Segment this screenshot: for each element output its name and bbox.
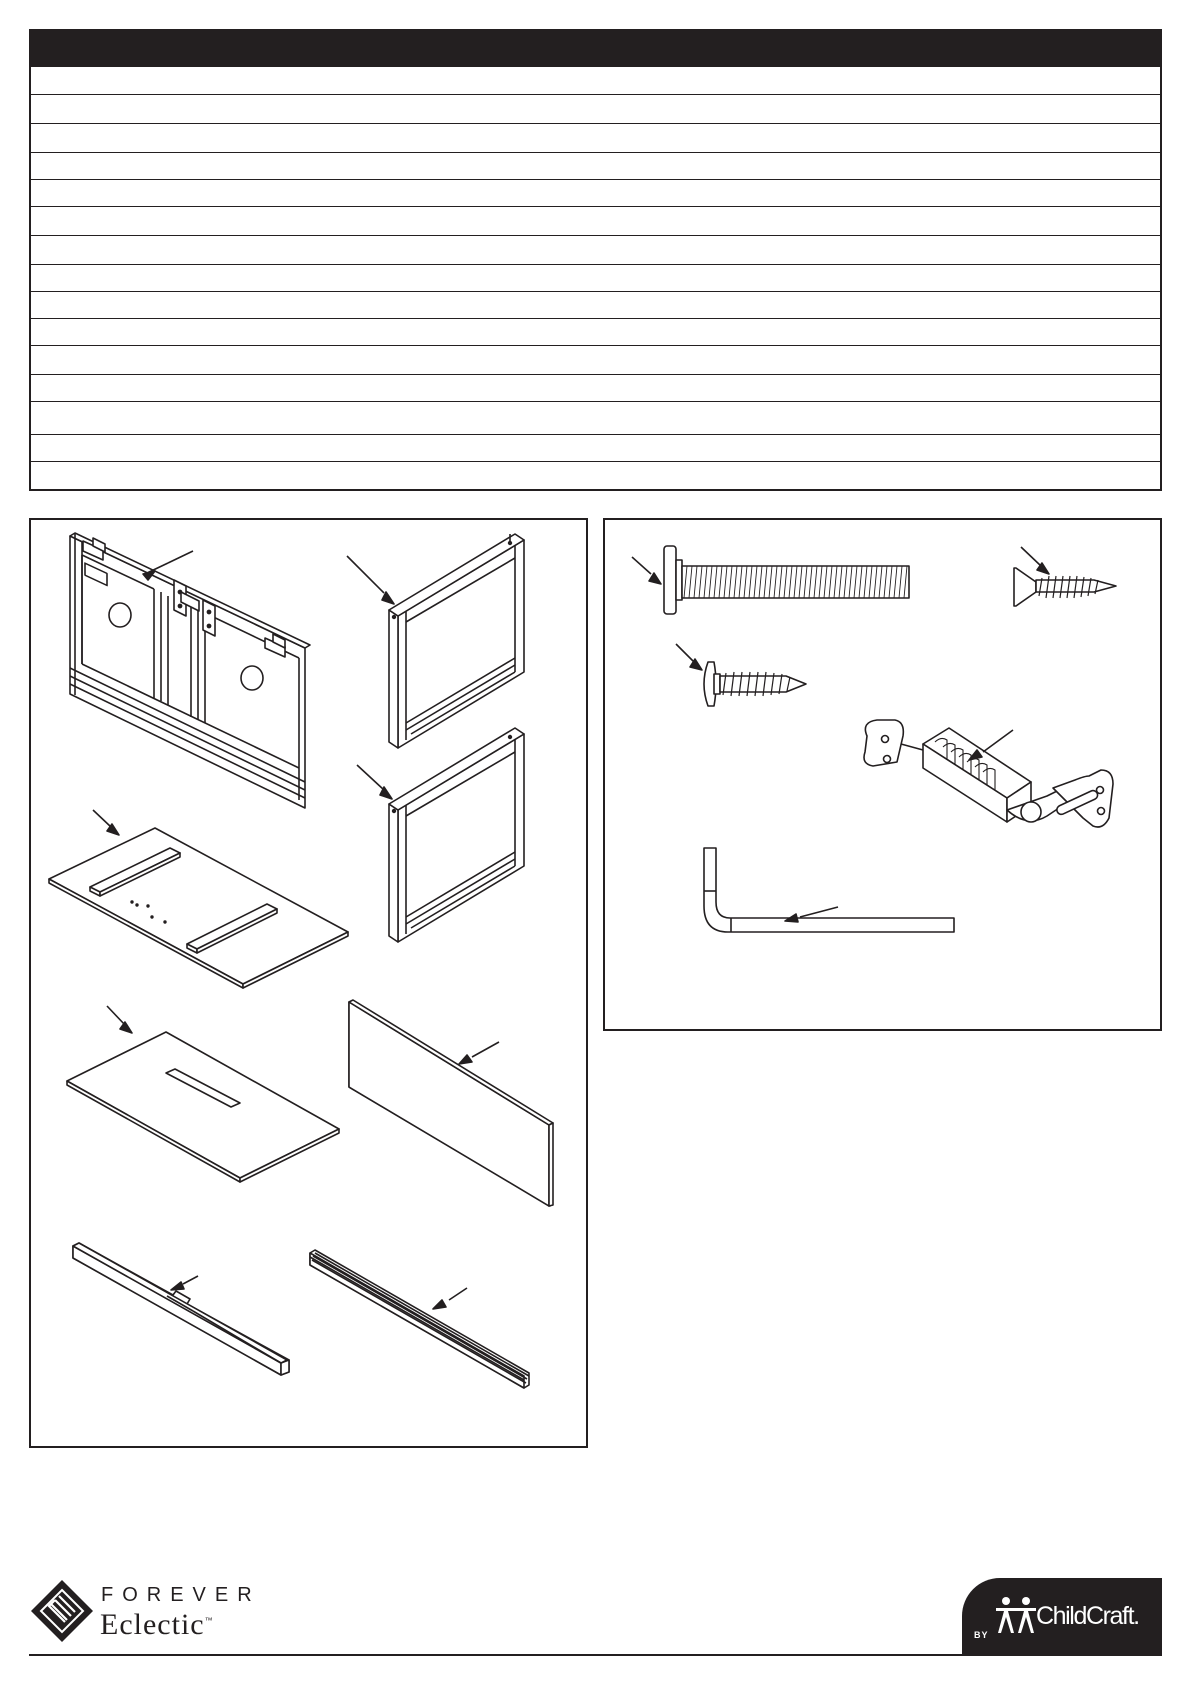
table-row (31, 124, 1160, 153)
childcraft-by-label: BY (974, 1630, 989, 1640)
childcraft-name: ChildCraft. (1036, 1602, 1139, 1630)
side-frame-panel-icon (357, 728, 524, 942)
brand-eclectic-word: Eclectic (100, 1608, 205, 1641)
brand-eclectic-text (100, 1608, 214, 1642)
notched-rail-icon (73, 1243, 289, 1375)
forever-eclectic-brand (29, 1578, 289, 1648)
flat-head-bolt-icon (632, 546, 909, 614)
hardware-illustration-panel (603, 518, 1162, 1031)
top-shelf-board-with-cleats-icon (49, 810, 348, 988)
trademark-symbol: ™ (204, 1616, 214, 1625)
flat-head-wood-screw-icon (1014, 547, 1116, 606)
brand-forever-text: FOREVER (101, 1584, 261, 1606)
childcraft-children-figures-icon (994, 1596, 1038, 1636)
table-row (31, 462, 1160, 489)
pan-head-screw-icon (676, 644, 806, 706)
parts-illustration-panel (29, 518, 588, 1448)
table-row (31, 402, 1160, 435)
forever-eclectic-diamond-logo-icon (29, 1578, 95, 1644)
table-row (31, 207, 1160, 236)
lid-support-hinge-icon (864, 720, 1113, 827)
table-row (31, 180, 1160, 207)
table-row (31, 265, 1160, 292)
table-row (31, 236, 1160, 265)
parts-table (29, 29, 1162, 491)
side-frame-panel-icon (347, 534, 524, 748)
table-row (31, 319, 1160, 346)
table-row (31, 375, 1160, 402)
table-row (31, 153, 1160, 180)
childcraft-badge (962, 1578, 1162, 1654)
grooved-rail-icon (310, 1250, 529, 1388)
parts-table-body (31, 67, 1160, 491)
footer-divider (29, 1654, 1162, 1656)
table-row (31, 435, 1160, 462)
table-row (31, 346, 1160, 375)
table-row (31, 67, 1160, 95)
back-panel-board-icon (349, 1000, 553, 1206)
drawer-front-panel-with-hinges-icon (70, 533, 310, 808)
bottom-panel-with-slot-icon (67, 1006, 339, 1182)
allen-wrench-icon (704, 848, 954, 932)
table-row (31, 292, 1160, 319)
table-row (31, 95, 1160, 124)
parts-table-header (31, 31, 1160, 67)
